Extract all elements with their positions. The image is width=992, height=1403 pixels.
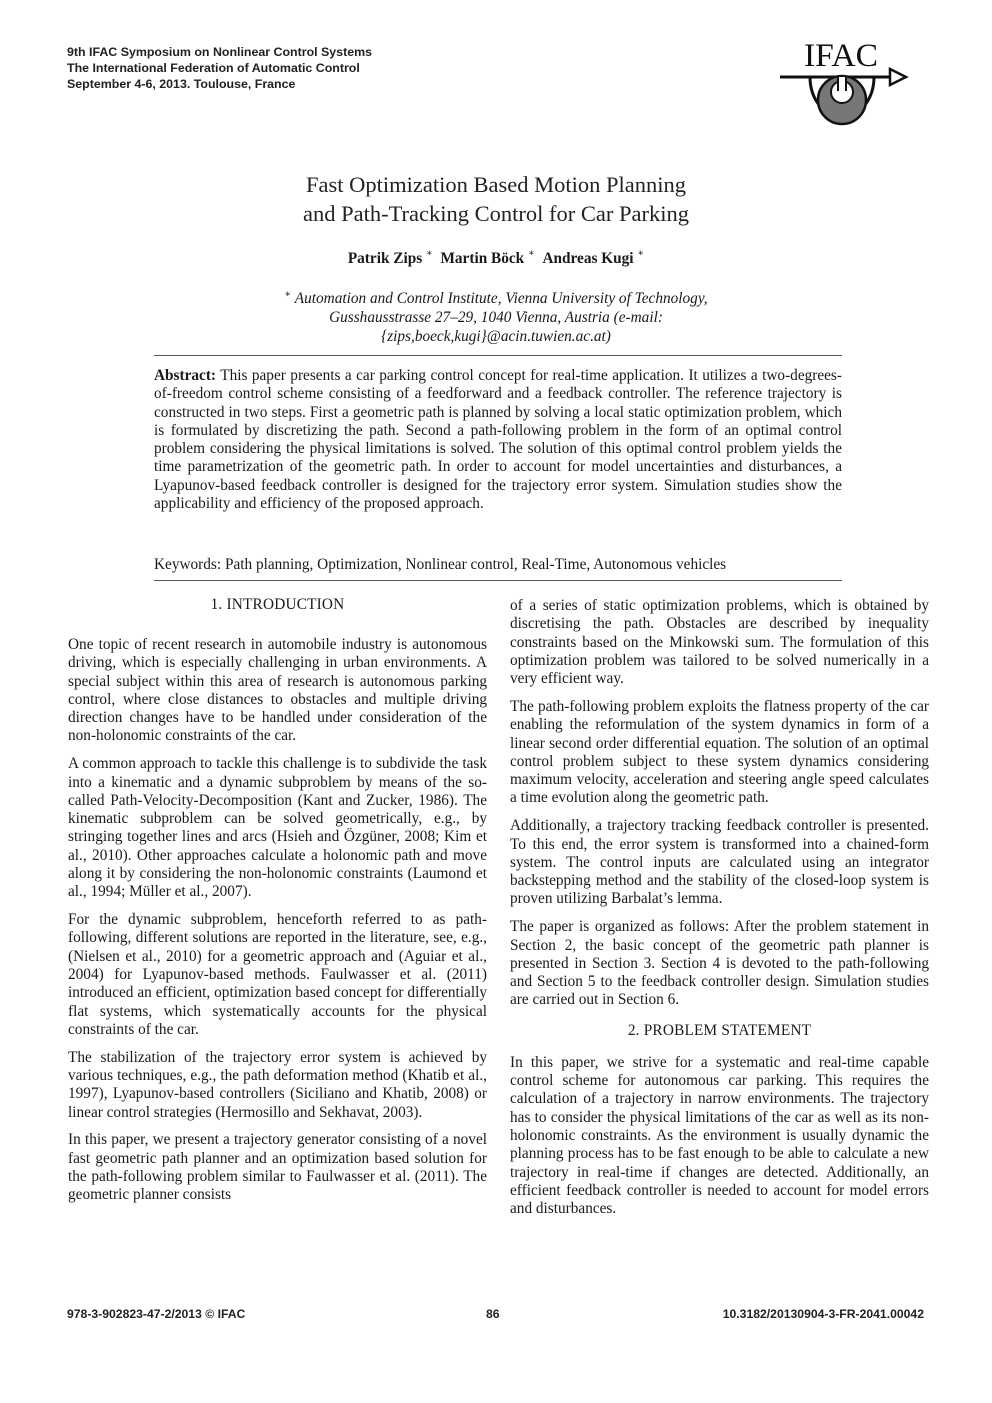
author-list: [150, 245, 842, 269]
author-2: Martin Böck: [440, 250, 525, 268]
author-1: Patrik Zips: [347, 250, 423, 268]
section-heading-problem-statement: 2. PROBLEM STATEMENT: [627, 1021, 812, 1039]
left-column: [68, 596, 487, 1214]
abstract-bottom-rule: [154, 580, 842, 581]
intro-paragraph-1: One topic of recent research in automobile industry is autonomous driving, which is especially challenging in urban environments. A special subject within this area of research is autonomous parking control, where close distances to obstacles and multiple driving direction changes have to be handled under consideration of the non-holonomic constraints of the car.: [68, 636, 487, 745]
intro-paragraph-2: A common approach to tackle this challenge is to subdivide the task into a kinematic and a dynamic subproblem by means of the so-called Path-Velocity-Decomposition (Kant and Zucker, 1986). The kinematic subproblem can be solved geometrically, e.g., by stringing together lines and arcs (Hsieh and Özgüner, 2008; Kim et al., 2010). Other approaches calculate a holonomic path and move along it by considering the non-holonomic constraints (Laumond et al., 1994; Müller et al., 2007).: [68, 755, 487, 901]
footer-isbn: 978-3-902823-47-2/2013 © IFAC: [67, 1307, 246, 1321]
author-2-marker: ∗: [528, 248, 535, 259]
affiliation: [150, 285, 842, 346]
conference-line-2: The International Federation of Automatic Control: [67, 61, 360, 75]
abstract: [154, 367, 842, 513]
author-3-marker: ∗: [637, 248, 645, 259]
conference-header: [67, 44, 372, 92]
affiliation-line-1: Automation and Control Institute, Vienna University of Technology,: [294, 290, 708, 308]
footer-doi: 10.3182/20130904-3-FR-2041.00042: [722, 1307, 924, 1321]
right-column: [510, 597, 929, 1228]
intro-paragraph-3: For the dynamic subproblem, henceforth referred to as path-following, different solutions are reported in the literature, see, e.g., (Nielsen et al., 2010) for a geometric approach and (Aguiar et al., 2004) for Lyapunov-based methods. Faulwasser et al. (2011) introduced an efficient, optimization based concept for differentially flat systems, which systematically accounts for the physical constraints of the car.: [68, 911, 487, 1038]
section-heading-introduction: 1. INTRODUCTION: [210, 596, 345, 613]
keywords: Keywords: Path planning, Optimization, Nonlinear control, Real-Time, Autonomous vehicles: [154, 556, 727, 573]
footer-page-number: 86: [486, 1307, 500, 1321]
intro-paragraph-9: The paper is organized as follows: After the problem statement in Section 2, the basic concept of the geometric path planner is presented in Section 3. Section 4 is devoted to the path-following and Section 5 to the feedback controller design. Simulation studies are carried out in Section 6.: [510, 918, 929, 1009]
author-3: Andreas Kugi: [542, 250, 634, 268]
problem-paragraph-1: In this paper, we strive for a systematic and real-time capable control scheme for autonomous car parking. This requires the calculation of a trajectory in narrow environments. The trajectory has to consider the physical limitations of the car as well as its non-holonomic constraints. As the environment is usually dynamic the planning process has to be fast enough to be able to calculate a new trajectory in real-time if changes are detected. Additionally, an efficient feedback controller is needed to account for model errors and disturbances.: [510, 1053, 929, 1218]
abstract-top-rule: [154, 355, 842, 356]
title-line-2: and Path-Tracking Control for Car Parking: [303, 201, 689, 226]
affiliation-line-2: Gusshausstrasse 27–29, 1040 Vienna, Austria (e-mail:: [329, 309, 663, 327]
conference-line-3: September 4-6, 2013. Toulouse, France: [67, 77, 296, 91]
author-1-marker: ∗: [426, 248, 433, 259]
title-line-1: Fast Optimization Based Motion Planning: [306, 172, 686, 197]
intro-paragraph-5: In this paper, we present a trajectory generator consisting of a novel fast geometric path planner and an optimization based solution for the path-following problem similar to Faulwasser et al. (2011). The geometric planner consists: [68, 1131, 487, 1204]
intro-paragraph-4: The stabilization of the trajectory error system is achieved by various techniques, e.g., the path deformation method (Khatib et al., 1997), Lyapunov-based controllers (Siciliano and Khatib, 2008) or linear control strategies (Hermosillo and Sekhavat, 2003).: [68, 1048, 487, 1121]
affiliation-marker: ∗: [284, 289, 292, 300]
ifac-logo-text: IFAC: [804, 38, 878, 74]
intro-paragraph-8: Additionally, a trajectory tracking feedback controller is presented. To this end, the error system is transformed into a chained-form system. The control inputs are calculated using an integrator backstepping method and the stability of the closed-loop system is proven utilizing Barbalat’s lemma.: [510, 817, 929, 908]
abstract-label: Abstract:: [154, 367, 217, 384]
affiliation-line-3: {zips,boeck,kugi}@acin.tuwien.ac.at): [381, 328, 611, 346]
intro-paragraph-7: The path-following problem exploits the flatness property of the car enabling the reformulation of the system dynamics in form of a linear second order differential equation. The solution of an optimal control problem subject to these system dynamics considering maximum velocity, acceleration and steering angle speed calculates a time evolution along the geometric path.: [510, 697, 929, 807]
intro-paragraph-6: of a series of static optimization problems, which is obtained by discretising the path. Obstacles are described by inequality constraints based on the Minkowski sum. The formulation of this optimization problem was tailored to be solved numerically in a very efficient way.: [510, 597, 929, 688]
conference-line-1: 9th IFAC Symposium on Nonlinear Control Systems: [67, 45, 372, 59]
abstract-text: This paper presents a car parking control concept for real-time application. It utilizes a two-degrees-of-freedom control scheme consisting of a feedforward and a feedback controller. The reference trajectory is constructed in two steps. First a geometric path is planned by solving a local static optimization problem, which is formulated by discretizing the path. Second a path-following problem in the form of an optimal control problem considering the physical limitations is solved. The solution of this optimal control problem yields the time parametrization of the geometric path. In order to account for model uncertainties and disturbances, a Lyapunov-based feedback controller is designed for the trajectory error system. Simulation studies show the applicability and efficiency of the proposed approach.: [154, 367, 842, 513]
ifac-logo: [776, 36, 910, 128]
paper-title: [150, 170, 842, 228]
